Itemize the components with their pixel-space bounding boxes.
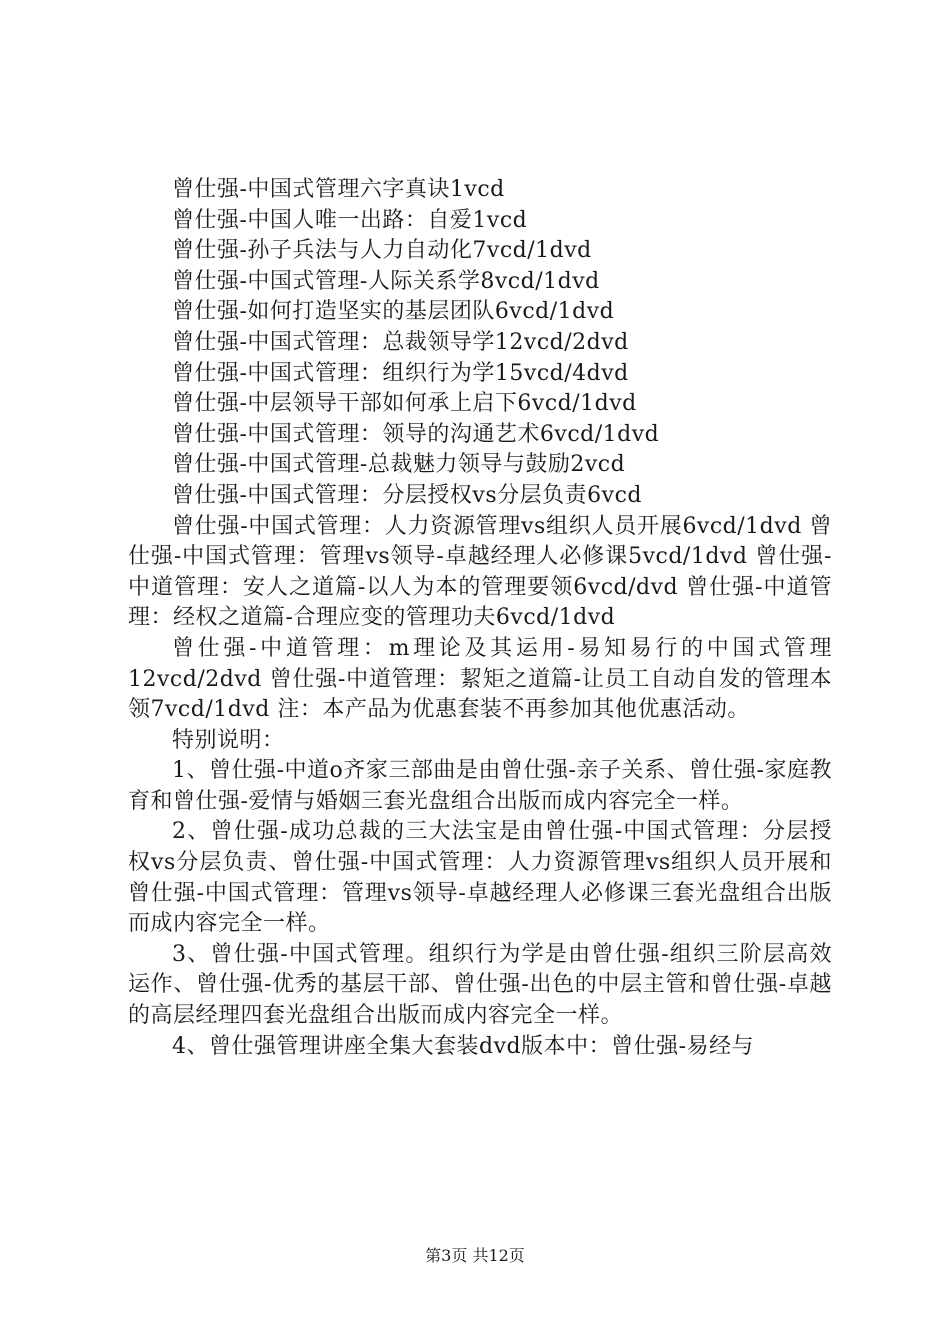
- paragraph-16: 2、曾仕强-成功总裁的三大法宝是由曾仕强-中国式管理：分层授权vs分层负责、曾仕强-中国式管理：人力资源管理vs组织人员开展和曾仕强-中国式管理：管理vs领导-卓越经理人必修课三套光盘组合出版而成内容完全一样。: [128, 819, 832, 937]
- paragraph-12: 曾仕强-中国式管理：人力资源管理vs组织人员开展6vcd/1dvd 曾仕强-中国式管理：管理vs领导-卓越经理人必修课5vcd/1dvd 曾仕强-中道管理：安人之道篇-以人为本的管理要领6vcd/dvd 曾仕强-中道管理：经权之道篇-合理应变的管理功夫6vcd/1dvd: [128, 513, 832, 631]
- paragraph-13: 曾仕强-中道管理：m理论及其运用-易知易行的中国式管理12vcd/2dvd 曾仕强-中道管理：絜矩之道篇-让员工自动自发的管理本领7vcd/1dvd 注：本产品为优惠套装不再参加其他优惠活动。: [128, 635, 832, 723]
- paragraph-10: 曾仕强-中国式管理-总裁魅力领导与鼓励2vcd: [172, 452, 626, 478]
- paragraph-3: 曾仕强-孙子兵法与人力自动化7vcd/1dvd: [172, 238, 592, 264]
- paragraph-2: 曾仕强-中国人唯一出路：自爱1vcd: [172, 207, 528, 233]
- paragraph-18: 4、曾仕强管理讲座全集大套装dvd版本中：曾仕强-易经与: [172, 1033, 755, 1059]
- paragraph-15: 1、曾仕强-中道o齐家三部曲是由曾仕强-亲子关系、曾仕强-家庭教育和曾仕强-爱情与婚姻三套光盘组合出版而成内容完全一样。: [128, 758, 832, 814]
- paragraph-5: 曾仕强-如何打造坚实的基层团队6vcd/1dvd: [172, 299, 615, 325]
- paragraph-6: 曾仕强-中国式管理：总裁领导学12vcd/2dvd: [172, 329, 629, 355]
- paragraph-7: 曾仕强-中国式管理：组织行为学15vcd/4dvd: [172, 360, 629, 386]
- paragraph-11: 曾仕强-中国式管理：分层授权vs分层负责6vcd: [172, 482, 642, 508]
- document-body: [128, 175, 832, 1062]
- paragraph-4: 曾仕强-中国式管理-人际关系学8vcd/1dvd: [172, 268, 600, 294]
- paragraph-14: 特别说明：: [172, 727, 285, 753]
- paragraph-17: 3、曾仕强-中国式管理。组织行为学是由曾仕强-组织三阶层高效运作、曾仕强-优秀的基层干部、曾仕强-出色的中层主管和曾仕强-卓越的高层经理四套光盘组合出版而成内容完全一样。: [128, 941, 832, 1029]
- paragraph-9: 曾仕强-中国式管理：领导的沟通艺术6vcd/1dvd: [172, 421, 660, 447]
- paragraph-8: 曾仕强-中层领导干部如何承上启下6vcd/1dvd: [172, 391, 637, 417]
- page-number-footer: 第3页 共12页: [425, 1246, 525, 1265]
- paragraph-1: 曾仕强-中国式管理六字真诀1vcd: [172, 177, 505, 202]
